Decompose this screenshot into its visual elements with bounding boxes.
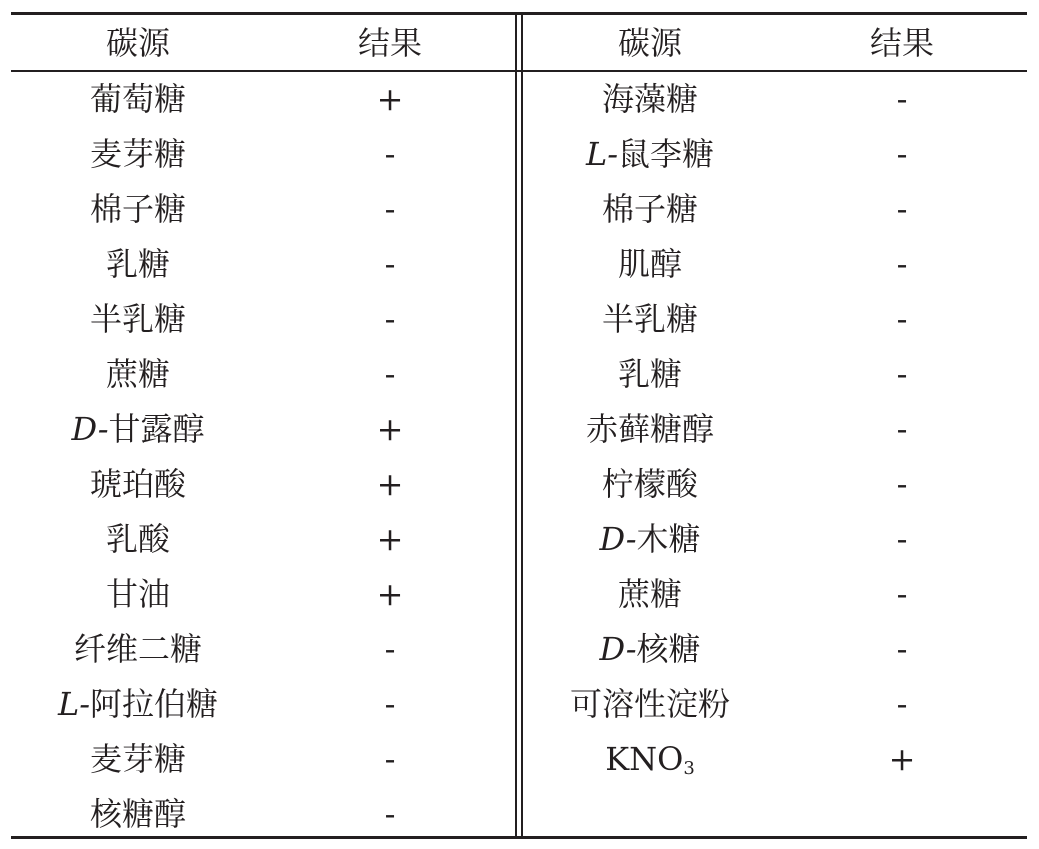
right-carbon-source-cell [523,182,777,237]
carbon-source-name: 可溶性淀粉 [569,685,730,723]
carbon-source-name: 核糖 [636,630,701,668]
carbon-source-name: 蔗糖 [617,575,682,613]
isomer-prefix: L- [585,135,619,173]
left-carbon-source-cell [11,622,265,677]
carbon-source-name: 麦芽糖 [89,135,186,173]
carbon-source-name: 柠檬酸 [601,465,698,503]
table-row [11,457,1027,512]
table-row [11,622,1027,677]
table-row [11,512,1027,567]
table-row [11,732,1027,787]
carbon-source-name: 木糖 [636,520,701,558]
right-result-cell: - [896,355,908,393]
left-carbon-source-cell [11,567,265,622]
carbon-source-name: 棉子糖 [601,190,698,228]
carbon-source-name: 甘油 [105,575,170,613]
left-carbon-source-cell [11,732,265,787]
left-result-cell: + [376,465,404,503]
left-result-cell: - [384,300,396,338]
right-result-cell: - [896,520,908,558]
left-carbon-source-cell [11,677,265,732]
isomer-prefix: D- [599,630,637,668]
right-result-cell: - [896,410,908,448]
left-result-cell: - [384,795,396,833]
right-result-cell [777,787,1027,842]
right-result-cell: - [896,465,908,503]
right-carbon-source-cell [523,512,777,567]
carbon-source-name: 乳糖 [105,245,170,283]
carbon-source-name: 甘露醇 [108,410,205,448]
right-result-cell: - [896,135,908,173]
right-carbon-source-cell [523,347,777,402]
header-carbon-source-left: 碳源 [105,24,170,62]
header-result-left: 结果 [357,24,422,62]
carbon-source-name: 赤藓糖醇 [585,410,714,448]
right-result-cell: - [896,80,908,118]
left-carbon-source-cell [11,457,265,512]
left-carbon-source-cell [11,127,265,182]
carbon-source-name: 半乳糖 [89,300,186,338]
table-row [11,237,1027,292]
carbon-source-name: 阿拉伯糖 [90,685,219,723]
right-result-cell: - [896,575,908,613]
right-carbon-source-cell [523,237,777,292]
carbon-source-name: 乳糖 [617,355,682,393]
carbon-source-name: 乳酸 [105,520,170,558]
left-result-cell: - [384,355,396,393]
carbon-source-name: 纤维二糖 [73,630,202,668]
table-row [11,677,1027,732]
left-result-cell: - [384,245,396,283]
left-result-cell: + [376,410,404,448]
header-row [11,14,1027,69]
left-carbon-source-cell [11,512,265,567]
right-carbon-source-cell [523,787,777,842]
right-carbon-source-cell [523,732,777,787]
right-carbon-source-cell [523,292,777,347]
table-row [11,567,1027,622]
right-carbon-source-cell [523,622,777,677]
left-result-cell: - [384,740,396,778]
left-carbon-source-cell [11,292,265,347]
left-result-cell: - [384,630,396,668]
carbon-source-name: 半乳糖 [601,300,698,338]
table-row [11,347,1027,402]
right-carbon-source-cell [523,677,777,732]
carbon-source-name: 蔗糖 [105,355,170,393]
right-result-cell: + [888,740,916,778]
left-carbon-source-cell [11,237,265,292]
left-result-cell: - [384,135,396,173]
carbon-source-name: 葡萄糖 [89,80,186,118]
left-result-cell: - [384,685,396,723]
left-result-cell: - [384,190,396,228]
header-result-right: 结果 [869,24,934,62]
isomer-prefix: D- [599,520,637,558]
right-result-cell: - [896,245,908,283]
right-carbon-source-cell [523,457,777,512]
left-carbon-source-cell [11,787,265,842]
right-carbon-source-cell [523,402,777,457]
carbon-source-name: 棉子糖 [89,190,186,228]
table-row [11,402,1027,457]
carbon-source-name: 海藻糖 [601,80,698,118]
left-result-cell: + [376,80,404,118]
left-carbon-source-cell [11,402,265,457]
right-carbon-source-cell [523,72,777,127]
carbon-source-name: 核糖醇 [89,795,186,833]
carbon-source-name: 肌醇 [617,245,682,283]
right-result-cell: - [896,300,908,338]
right-carbon-source-cell [523,127,777,182]
carbon-source-name: 鼠李糖 [618,135,715,173]
left-carbon-source-cell [11,72,265,127]
left-carbon-source-cell [11,347,265,402]
carbon-source-name: KNO [605,740,684,778]
table-row [11,787,1027,842]
table-row [11,182,1027,237]
carbon-source-name: 琥珀酸 [89,465,186,503]
table-row [11,72,1027,127]
left-result-cell: + [376,575,404,613]
left-carbon-source-cell [11,182,265,237]
table-row [11,292,1027,347]
right-result-cell: - [896,630,908,668]
left-result-cell: + [376,520,404,558]
isomer-prefix: D- [71,410,109,448]
right-result-cell: - [896,685,908,723]
table-row [11,127,1027,182]
right-carbon-source-cell [523,567,777,622]
isomer-prefix: L- [57,685,91,723]
right-result-cell: - [896,190,908,228]
subscript: 3 [683,758,695,779]
carbon-source-name: 麦芽糖 [89,740,186,778]
header-carbon-source-right: 碳源 [617,24,682,62]
